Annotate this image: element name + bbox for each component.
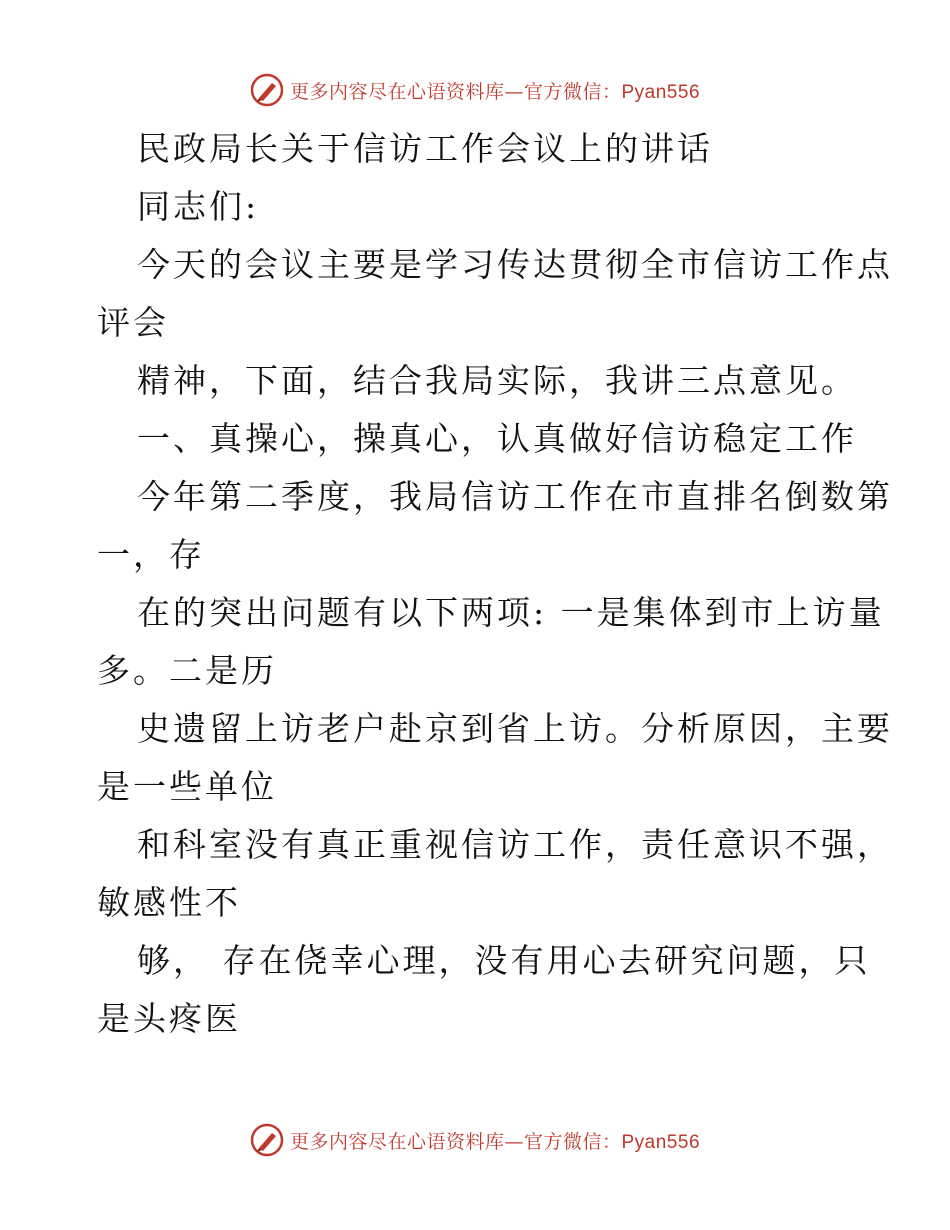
text-line: 多。二是历 xyxy=(97,651,277,690)
text-line: 是一些单位 xyxy=(97,767,277,806)
banner-site-name: 更多内容尽在心语资料库 xyxy=(289,80,505,103)
banner-wechat-label: 官方微信： xyxy=(523,1130,622,1153)
banner-text xyxy=(290,77,700,104)
text-line: 史遗留上访老户赴京到省上访。分析原因，主要 xyxy=(137,709,893,748)
text-line: 敏感性不 xyxy=(97,883,241,922)
text-line: 一，存 xyxy=(97,535,205,574)
banner-wechat-label: 官方微信： xyxy=(523,80,622,103)
text-line: 精神，下面，结合我局实际，我讲三点意见。 xyxy=(137,361,857,400)
banner-separator: — xyxy=(504,1130,524,1153)
header-banner xyxy=(0,70,950,110)
banner-site-name: 更多内容尽在心语资料库 xyxy=(289,1130,505,1153)
footer-banner xyxy=(0,1120,950,1160)
banner-separator: — xyxy=(504,80,524,103)
text-line: 在的突出问题有以下两项: 一是集体到市上访量 xyxy=(137,593,885,632)
text-line: 评会 xyxy=(97,303,169,342)
pen-logo-icon xyxy=(250,1123,284,1157)
banner-wechat-account: Pyan556 xyxy=(621,81,701,103)
text-line: 够， 存在侥幸心理，没有用心去研究问题，只 xyxy=(137,941,871,980)
pen-logo-icon xyxy=(250,73,284,107)
text-line: 今年第二季度，我局信访工作在市直排名倒数第 xyxy=(137,477,893,516)
text-line: 同志们: xyxy=(137,187,260,226)
text-line: 和科室没有真正重视信访工作，责任意识不强， xyxy=(137,825,893,864)
text-line: 是头疼医 xyxy=(97,999,241,1038)
section-heading: 一、真操心，操真心，认真做好信访稳定工作 xyxy=(137,419,857,458)
banner-text xyxy=(290,1127,700,1154)
banner-wechat-account: Pyan556 xyxy=(621,1131,701,1153)
document-title: 民政局长关于信访工作会议上的讲话 xyxy=(137,129,713,168)
document-body xyxy=(97,120,893,1048)
text-line: 今天的会议主要是学习传达贯彻全市信访工作点 xyxy=(137,245,893,284)
